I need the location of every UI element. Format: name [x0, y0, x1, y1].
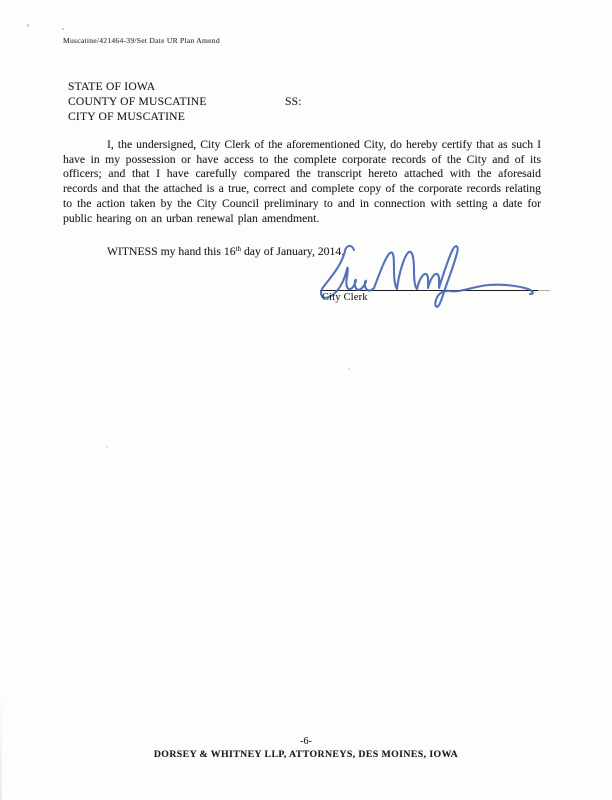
scan-speck	[27, 24, 29, 27]
scan-speck	[348, 368, 350, 370]
venue-state-line: STATE OF IOWA	[68, 80, 156, 93]
venue-county-text: COUNTY OF MUSCATINE	[68, 95, 207, 108]
witness-prefix: WITNESS my hand this 16	[107, 245, 236, 258]
signer-title-label: City Clerk	[322, 292, 368, 303]
witness-ordinal: th	[235, 245, 242, 253]
scan-speck	[62, 28, 64, 30]
scan-edge-shadow	[0, 690, 2, 800]
signature-block	[314, 242, 558, 316]
page-number: -6-	[300, 736, 312, 747]
certification-text: I, the undersigned, City Clerk of the aforementioned City, do hereby certify that as such I have in my possession or have access to the complete corporate records of the City and of its officers; and that I have carefully compared the transcript hereto attached with the aforesaid records and that the attached is a true, correct and complete copy of the corporate records relating to the action taken by the City Council preliminary to and in connection with setting a date for public hearing on an urban renewal plan amendment.	[63, 138, 541, 225]
certification-paragraph	[63, 138, 541, 226]
witness-suffix: day of January, 2014.	[241, 245, 345, 258]
venue-caption-block	[68, 79, 302, 124]
firm-footer-line: DORSEY & WHITNEY LLP, ATTORNEYS, DES MOINES, IOWA	[153, 749, 459, 760]
venue-city-line: CITY OF MUSCATINE	[68, 110, 185, 123]
ss-label: SS:	[285, 95, 302, 108]
scan-speck	[106, 446, 108, 448]
file-reference: Muscatine/421464-39/Set Date UR Plan Amend	[63, 36, 220, 45]
venue-county-line	[68, 94, 302, 109]
witness-line	[63, 245, 344, 258]
signature-ink	[314, 242, 558, 316]
